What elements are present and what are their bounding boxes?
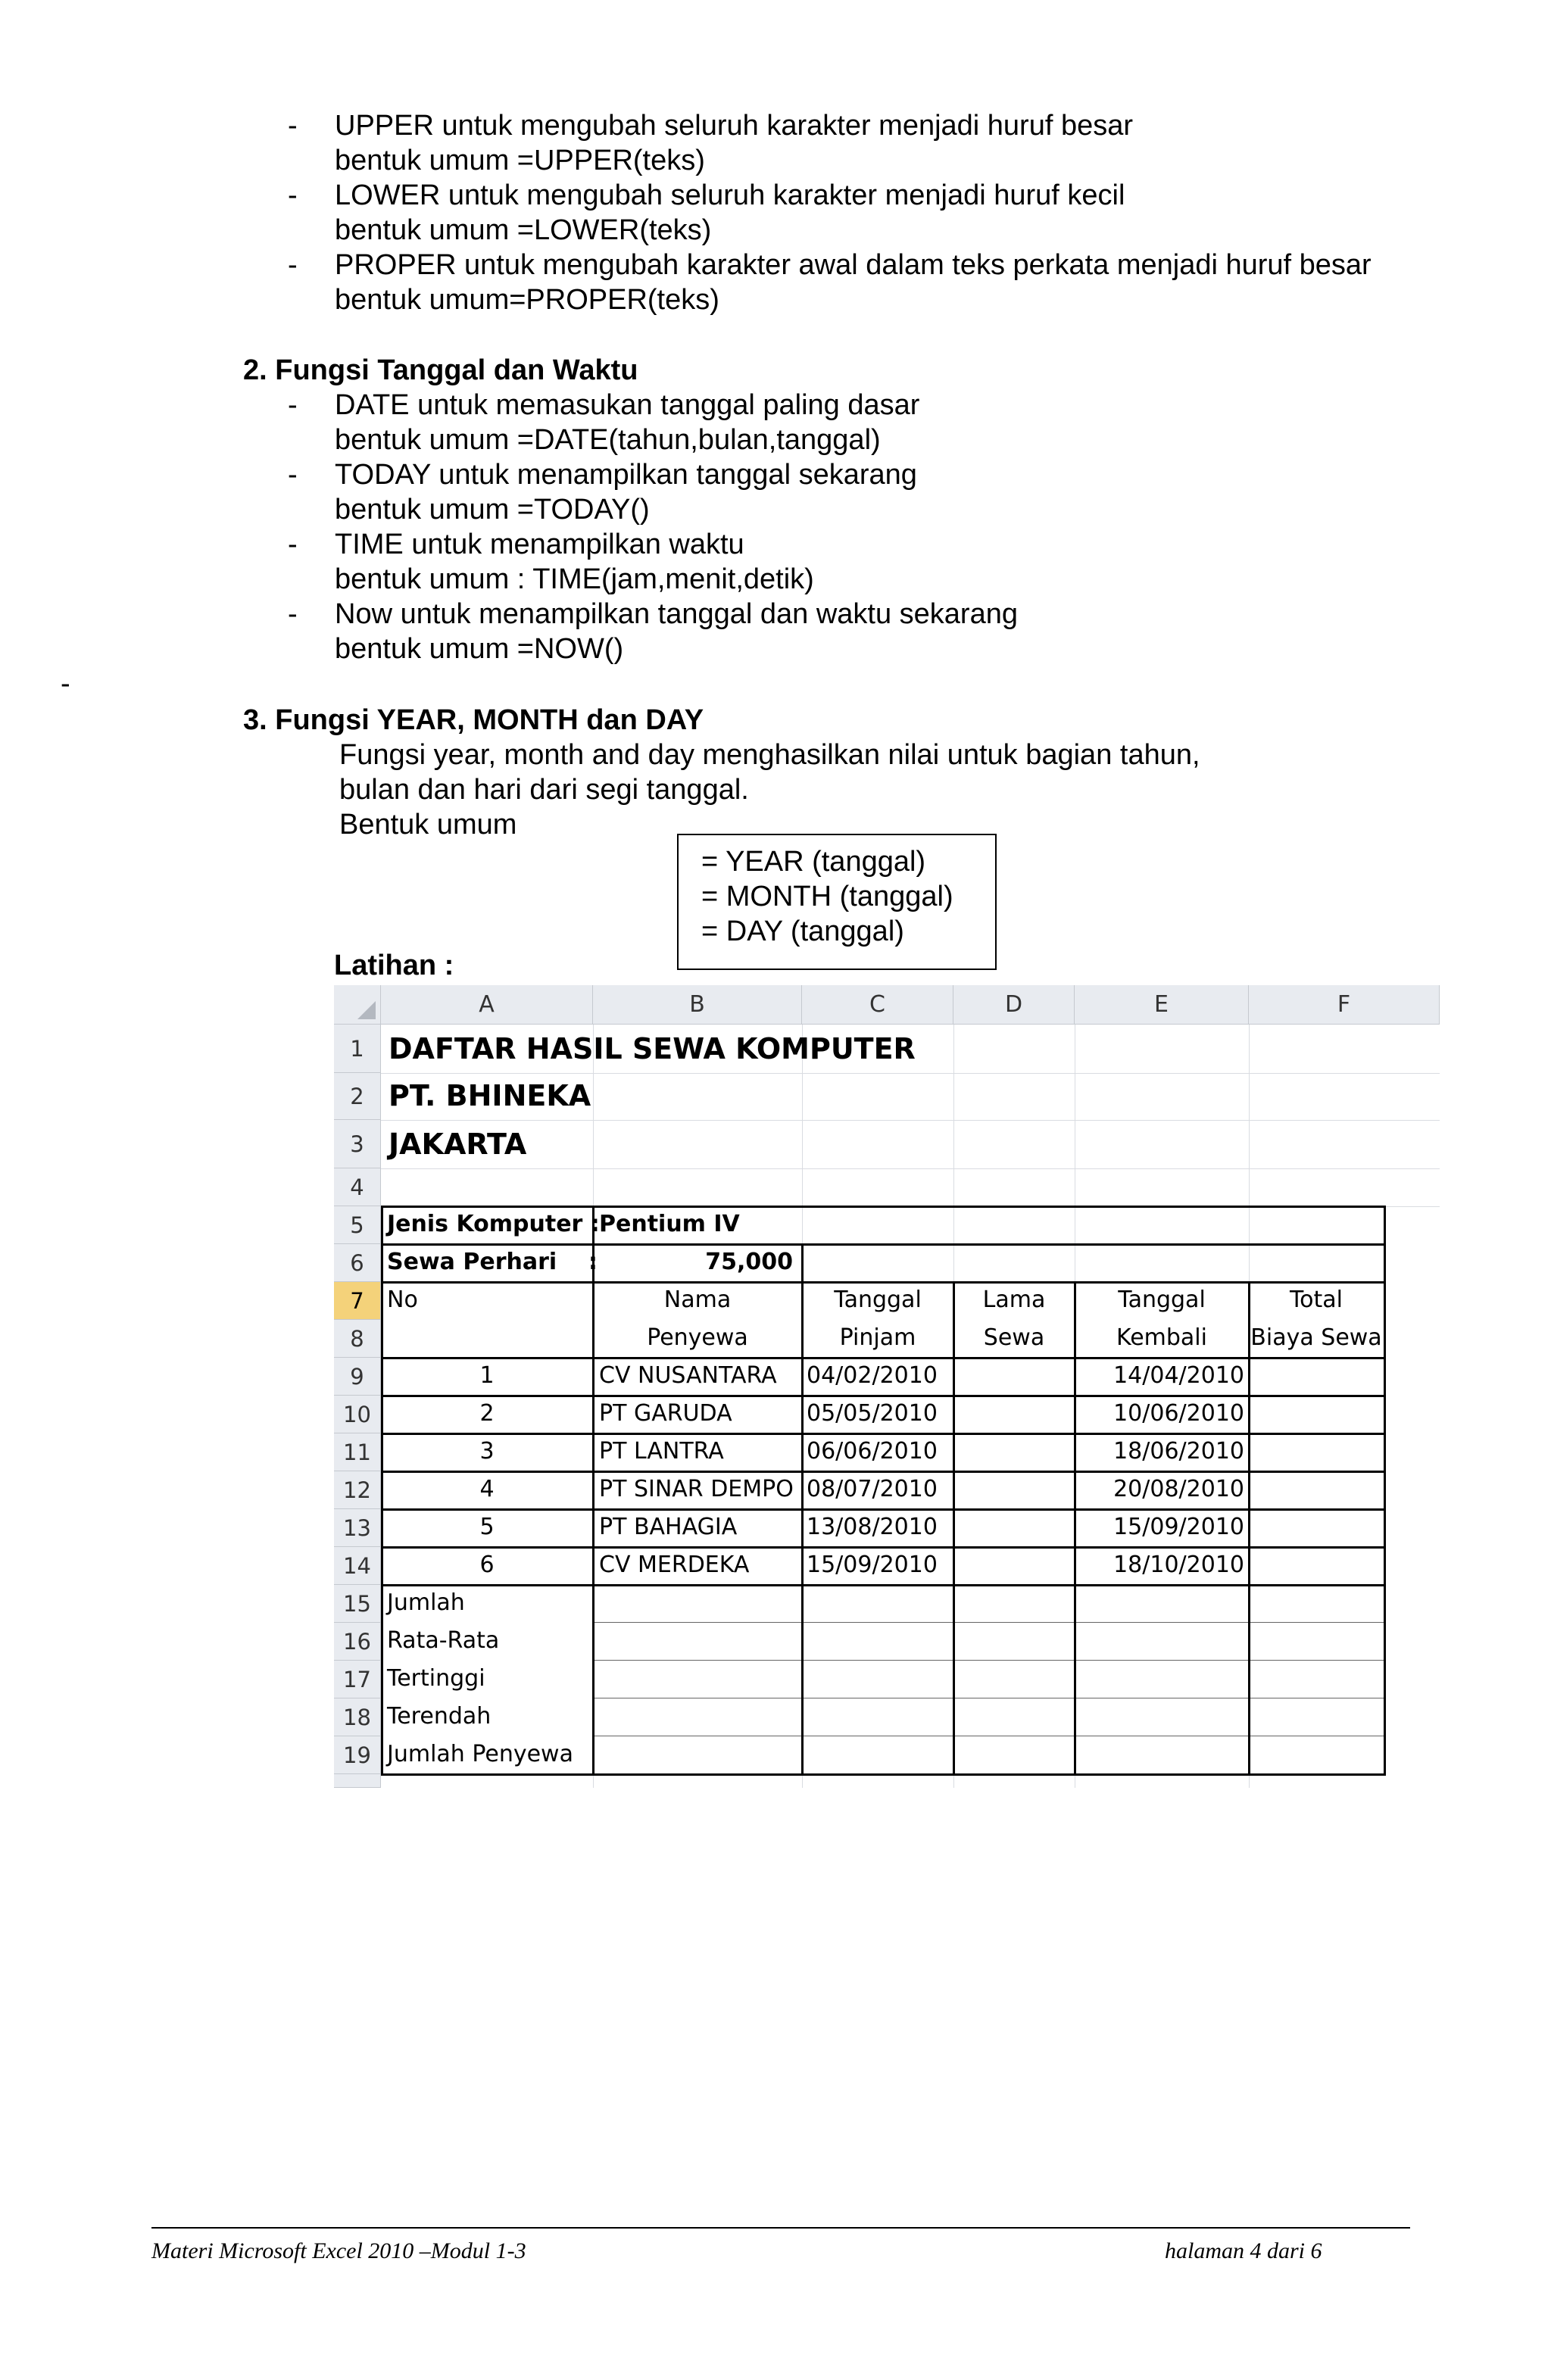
page-number: halaman 4 dari 6	[1165, 2238, 1322, 2263]
upper-form: bentuk umum =UPPER(teks)	[335, 145, 705, 176]
cell-nama: PT SINAR DEMPO	[599, 1476, 794, 1502]
stray-dash: -	[61, 668, 70, 700]
cell-no: 5	[479, 1514, 495, 1540]
year-formula: = YEAR (tanggal)	[701, 846, 926, 878]
list-dash: -	[288, 389, 298, 421]
cell-pinjam: 08/07/2010	[807, 1476, 938, 1502]
table-border	[1248, 1281, 1250, 1776]
lower-form: bentuk umum =LOWER(teks)	[335, 214, 712, 246]
list-dash: -	[288, 459, 298, 491]
time-form: bentuk umum : TIME(jam,menit,detik)	[335, 563, 814, 595]
city-name: JAKARTA	[389, 1128, 527, 1161]
header-pinjam: Pinjam	[839, 1324, 916, 1351]
cell-kembali: 18/10/2010	[1113, 1552, 1244, 1578]
table-border	[381, 1243, 1385, 1246]
summary-label: Jumlah	[387, 1589, 465, 1616]
date-form: bentuk umum =DATE(tahun,bulan,tanggal)	[335, 424, 881, 456]
row-header[interactable]: 3	[334, 1120, 381, 1168]
month-formula: = MONTH (tanggal)	[701, 881, 953, 912]
sewa-perhari-value: 75,000	[705, 1249, 793, 1275]
table-border	[953, 1281, 955, 1776]
row-header[interactable]: 11	[334, 1433, 381, 1471]
column-header[interactable]: C	[802, 985, 953, 1025]
cell-no: 1	[479, 1362, 495, 1389]
list-dash: -	[288, 598, 298, 630]
cell-nama: PT BAHAGIA	[599, 1514, 738, 1540]
today-form: bentuk umum =TODAY()	[335, 494, 650, 526]
cell-kembali: 14/04/2010	[1113, 1362, 1244, 1389]
sheet-title: DAFTAR HASIL SEWA KOMPUTER	[389, 1032, 916, 1065]
section-paragraph-2: bulan dan hari dari segi tanggal.	[339, 774, 749, 806]
summary-label: Jumlah Penyewa	[387, 1741, 573, 1767]
latihan-label: Latihan :	[334, 950, 454, 981]
gridline	[381, 1168, 1440, 1169]
list-dash: -	[288, 110, 298, 142]
row-header[interactable]: 19	[334, 1736, 381, 1774]
row-header[interactable]: 17	[334, 1661, 381, 1698]
cell-no: 3	[479, 1438, 495, 1464]
row-header[interactable]: 8	[334, 1320, 381, 1358]
day-formula: = DAY (tanggal)	[701, 916, 904, 947]
cell-no: 2	[479, 1400, 495, 1427]
header-tanggal: Tanggal	[834, 1287, 922, 1313]
footer-rule	[151, 2227, 1410, 2229]
header-sewa: Sewa	[983, 1324, 1045, 1351]
header-biaya-sewa: Biaya Sewa	[1250, 1324, 1382, 1351]
table-border	[593, 1622, 1385, 1623]
cell-kembali: 15/09/2010	[1113, 1514, 1244, 1540]
cell-no: 6	[479, 1552, 495, 1578]
table-border	[381, 1508, 1385, 1511]
formula-box	[677, 834, 997, 970]
column-header[interactable]: A	[381, 985, 593, 1025]
table-border	[801, 1281, 804, 1776]
column-header[interactable]: E	[1075, 985, 1249, 1025]
company-name: PT. BHINEKA	[389, 1079, 591, 1112]
section-title: 3. Fungsi YEAR, MONTH dan DAY	[243, 704, 704, 736]
proper-form: bentuk umum=PROPER(teks)	[335, 284, 719, 316]
row-header[interactable]: 14	[334, 1547, 381, 1585]
header-kembali: Kembali	[1116, 1324, 1207, 1351]
header-nama: Nama	[663, 1287, 732, 1313]
time-desc: TIME untuk menampilkan waktu	[335, 529, 744, 560]
column-header[interactable]: F	[1249, 985, 1440, 1025]
table-border	[801, 1243, 804, 1282]
jenis-komputer-value: Pentium IV	[599, 1211, 740, 1237]
row-header[interactable]: 16	[334, 1623, 381, 1661]
row-header[interactable]: 6	[334, 1244, 381, 1282]
cell-pinjam: 13/08/2010	[807, 1514, 938, 1540]
row-header[interactable]: 10	[334, 1396, 381, 1433]
cell-nama: CV MERDEKA	[599, 1552, 750, 1578]
cell-kembali: 10/06/2010	[1113, 1400, 1244, 1427]
row-header[interactable]: 12	[334, 1471, 381, 1509]
row-header[interactable]: 4	[334, 1168, 381, 1206]
summary-label: Terendah	[387, 1703, 492, 1730]
row-header-selected[interactable]: 7	[334, 1282, 381, 1320]
table-border	[381, 1395, 1385, 1397]
gridline	[381, 1073, 1440, 1074]
header-lama: Lama	[982, 1287, 1046, 1313]
upper-desc: UPPER untuk mengubah seluruh karakter menjadi huruf besar	[335, 110, 1134, 142]
cell-pinjam: 06/06/2010	[807, 1438, 938, 1464]
jenis-komputer-label: Jenis Komputer :	[387, 1211, 600, 1237]
cell-pinjam: 04/02/2010	[807, 1362, 938, 1389]
row-header[interactable]: 5	[334, 1206, 381, 1244]
list-dash: -	[288, 249, 298, 281]
cell-nama: PT GARUDA	[599, 1400, 732, 1427]
table-border	[381, 1546, 1385, 1549]
table-border	[381, 1773, 1385, 1776]
proper-desc: PROPER untuk mengubah karakter awal dalam teks perkata menjadi huruf besar	[335, 249, 1372, 281]
gridline	[381, 1120, 1440, 1121]
now-form: bentuk umum =NOW()	[335, 633, 624, 665]
header-penyewa: Penyewa	[647, 1324, 748, 1351]
section-title: 2. Fungsi Tanggal dan Waktu	[243, 354, 638, 386]
header-no: No	[387, 1287, 418, 1313]
cell-kembali: 18/06/2010	[1113, 1438, 1244, 1464]
table-border	[381, 1206, 1385, 1208]
row-header[interactable]: 18	[334, 1698, 381, 1736]
table-border	[381, 1281, 1385, 1284]
cell-no: 4	[479, 1476, 495, 1502]
header-total: Total	[1289, 1287, 1343, 1313]
column-header[interactable]: B	[593, 985, 802, 1025]
list-dash: -	[288, 179, 298, 211]
row-header[interactable]: 2	[334, 1073, 381, 1120]
section-paragraph-1: Fungsi year, month and day menghasilkan nilai untuk bagian tahun,	[339, 739, 1200, 771]
spreadsheet	[334, 985, 1440, 1788]
row-header[interactable]: 15	[334, 1585, 381, 1623]
table-border	[381, 1471, 1385, 1473]
lower-desc: LOWER untuk mengubah seluruh karakter menjadi huruf kecil	[335, 179, 1125, 211]
bentuk-umum-label: Bentuk umum	[339, 809, 517, 841]
table-border	[381, 1433, 1385, 1435]
row-header[interactable]: 13	[334, 1509, 381, 1547]
summary-label: Rata-Rata	[387, 1627, 500, 1654]
table-border	[381, 1584, 1385, 1586]
corner-triangle-icon	[357, 1001, 376, 1019]
cell-nama: CV NUSANTARA	[599, 1362, 777, 1389]
column-header[interactable]: D	[953, 985, 1075, 1025]
footer-title: Materi Microsoft Excel 2010 –Modul 1-3	[151, 2238, 526, 2263]
summary-label: Tertinggi	[387, 1665, 485, 1692]
now-desc: Now untuk menampilkan tanggal dan waktu sekarang	[335, 598, 1018, 630]
list-dash: -	[288, 529, 298, 560]
cell-kembali: 20/08/2010	[1113, 1476, 1244, 1502]
table-border	[593, 1660, 1385, 1661]
header-tanggal: Tanggal	[1118, 1287, 1206, 1313]
row-header[interactable]: 1	[334, 1025, 381, 1073]
table-border	[381, 1357, 1385, 1359]
select-all-corner[interactable]	[334, 985, 381, 1025]
date-desc: DATE untuk memasukan tanggal paling dasar	[335, 389, 920, 421]
today-desc: TODAY untuk menampilkan tanggal sekarang	[335, 459, 917, 491]
cell-pinjam: 05/05/2010	[807, 1400, 938, 1427]
row-header[interactable]: 9	[334, 1358, 381, 1396]
cell-pinjam: 15/09/2010	[807, 1552, 938, 1578]
sewa-perhari-label: Sewa Perhari :	[387, 1249, 598, 1275]
row-header	[334, 1774, 381, 1788]
table-border	[1384, 1206, 1386, 1776]
cell-nama: PT LANTRA	[599, 1438, 724, 1464]
